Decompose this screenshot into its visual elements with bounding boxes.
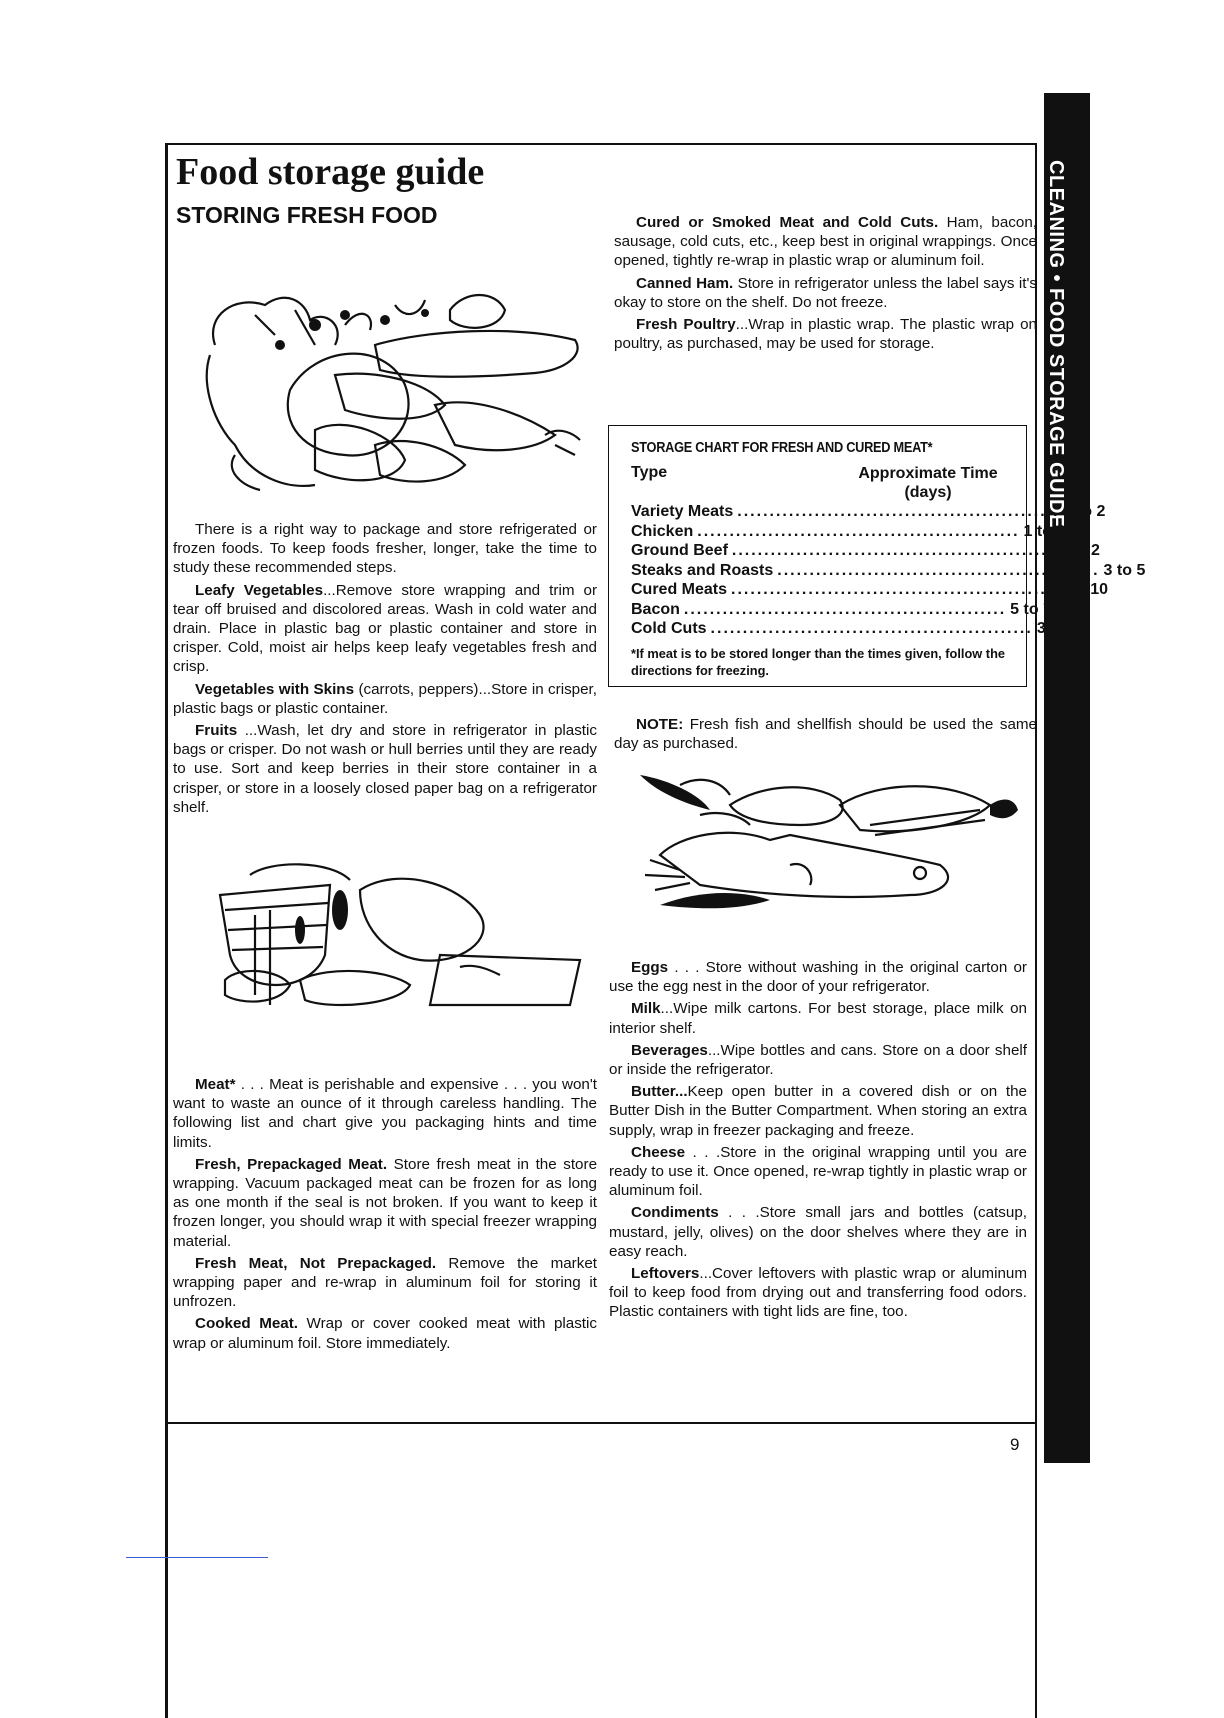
not-prepackaged-text: Remove the market wrapping paper and re-wrap in aluminum foil for storing it unfrozen.: [173, 1254, 597, 1311]
fruits-text: ...Wash, let dry and store in refrigerator in plastic bags or crisper. Do not wash or hull berries until they are ready to use. Sort and keep berries in their store container in a crisper, or store in a loosely closed paper bag on a refrigerator shelf.: [173, 722, 597, 816]
leafy-vegetables-label: Leafy Vegetables: [195, 581, 324, 599]
cooked-meat-label: Cooked Meat.: [195, 1315, 299, 1333]
not-prepackaged-paragraph: [173, 1254, 597, 1312]
fish-illustration: [640, 765, 1020, 915]
condiments-text: . . .Store small jars and bottles (catsup, mustard, jelly, olives) on the door shelves where they are in easy reach.: [609, 1204, 1027, 1260]
prepackaged-meat-text: Store fresh meat in the store wrapping. Vacuum packaged meat can be frozen for as long as one month if the seal is not broken. If you want to keep it frozen longer, you should wrap it with special freezer wrapping material.: [173, 1155, 598, 1250]
eggs-paragraph: [609, 958, 1027, 996]
storage-chart-row: [631, 619, 1079, 639]
chart-row-leader: ..................................................: [683, 600, 1007, 618]
prepackaged-meat-paragraph: [173, 1155, 597, 1251]
leafy-vegetables-paragraph: [173, 581, 597, 677]
canned-ham-label: Canned Ham.: [636, 274, 734, 292]
storage-chart-row: [631, 561, 1146, 581]
chart-row-type: Chicken: [631, 522, 694, 540]
storage-chart-rows: [631, 502, 1146, 639]
butter-label: Butter...: [631, 1083, 688, 1101]
left-column-top: [173, 520, 597, 820]
chart-row-leader: ..................................................: [731, 542, 1055, 559]
cheese-paragraph: [609, 1143, 1027, 1201]
meat-text: . . . Meat is perishable and expensive . . . you won't want to waste an ounce of it through careless handling. The following list and chart give you packaging hints and time limits.: [173, 1076, 597, 1151]
fruits-label: Fruits: [195, 722, 238, 740]
not-prepackaged-label: Fresh Meat, Not Prepackaged.: [195, 1254, 437, 1272]
leftovers-paragraph: [609, 1264, 1027, 1322]
note-label: NOTE:: [636, 716, 684, 733]
storage-chart-row: [631, 580, 1108, 600]
vegetables-skins-text: (carrots, peppers)...Store in crisper, plastic bags or plastic container.: [173, 680, 597, 717]
chart-row-leader: ..................................................: [731, 581, 1054, 598]
left-column-bottom: [173, 1075, 597, 1356]
chart-row-type: Cured Meats: [631, 581, 728, 598]
chart-row-type: Bacon: [631, 600, 680, 618]
fresh-poultry-label: Fresh Poultry: [636, 316, 736, 334]
cured-meat-paragraph: [614, 213, 1037, 271]
chart-time-header: Approximate Time (days): [858, 465, 998, 501]
chart-row-type: Cold Cuts: [631, 620, 707, 637]
storage-chart-row: [631, 541, 1100, 561]
prepackaged-meat-label: Fresh, Prepackaged Meat.: [195, 1155, 388, 1173]
milk-paragraph: [609, 999, 1027, 1037]
vegetables-skins-paragraph: [173, 680, 597, 718]
side-tab-label: CLEANING • FOOD STORAGE GUIDE: [1045, 160, 1067, 528]
leftovers-text: ...Cover leftovers with plastic wrap or aluminum foil to keep food from drying out and transferring food odors. Plastic containers with tight lids are fine, too.: [609, 1265, 1027, 1321]
canned-ham-paragraph: [614, 274, 1037, 312]
storage-chart-row: [631, 600, 1052, 620]
chart-row-time: 1 to 2: [1063, 503, 1106, 520]
beverages-label: Beverages: [631, 1041, 708, 1059]
chart-row-time: 1 to 2: [1023, 522, 1066, 540]
vegetables-illustration: [195, 285, 590, 500]
frame-bottom-rule: [165, 1422, 1037, 1424]
storage-chart-header: [631, 464, 1012, 502]
intro-paragraph: There is a right way to package and store refrigerated or frozen foods. To keep foods fresher, longer, take the time to study these recommended steps.: [173, 521, 597, 577]
chart-row-time: 3 to 5: [1103, 561, 1146, 579]
chart-row-leader: ..................................................: [697, 522, 1020, 540]
note-text: Fresh fish and shellfish should be used the same day as purchased.: [614, 716, 1037, 753]
chart-row-type: Ground Beef: [631, 542, 728, 559]
chart-row-time: 5 to 7: [1010, 600, 1052, 618]
meat-paragraph: [173, 1075, 597, 1152]
storage-chart-title: STORAGE CHART FOR FRESH AND CURED MEAT*: [631, 440, 933, 456]
chart-row-type: Steaks and Roasts: [631, 561, 774, 579]
butter-paragraph: [609, 1082, 1027, 1140]
eggs-text: . . . Store without washing in the original carton or use the egg nest in the door of your refrigerator.: [609, 959, 1027, 996]
chart-row-time: 1 to 2: [1058, 542, 1100, 559]
right-column-top: [614, 213, 1037, 356]
page-number: 9: [1010, 1435, 1020, 1454]
storage-chart-row: [631, 522, 1066, 542]
beverages-text: ...Wipe bottles and cans. Store on a door shelf or inside the refrigerator.: [609, 1041, 1027, 1079]
storage-chart: [608, 425, 1146, 687]
chart-row-leader: ..................................................: [777, 561, 1100, 579]
cheese-label: Cheese: [631, 1143, 686, 1161]
chart-row-leader: ..................................................: [710, 620, 1033, 637]
butter-text: Keep open butter in a covered dish or on the Butter Dish in the Butter Compartment. When storing an extra supply, wrap in freezer packaging and freeze.: [609, 1083, 1027, 1139]
chart-row-type: Variety Meats: [631, 503, 734, 520]
meat-illustration: [210, 855, 590, 1020]
storage-chart-row: [631, 502, 1106, 522]
chart-row-time: 7 to 10: [1057, 581, 1108, 598]
chart-row-leader: ..................................................: [737, 503, 1060, 520]
cooked-meat-paragraph: [173, 1314, 597, 1352]
note-paragraph: [614, 715, 1037, 756]
canned-ham-text: Store in refrigerator unless the label says it's okay to store on the shelf. Do not freeze.: [614, 274, 1037, 311]
milk-label: Milk: [631, 1000, 661, 1018]
storage-chart-note: *If meat is to be stored longer than the times given, follow the directions for freezing.: [631, 645, 1006, 678]
cheese-text: . . .Store in the original wrapping until you are ready to use it. Once opened, re-wrap tightly in plastic wrap or aluminum foil.: [609, 1143, 1027, 1200]
fruits-paragraph: [173, 721, 597, 817]
footer-link-underline: [126, 1557, 268, 1558]
cooked-meat-text: Wrap or cover cooked meat with plastic wrap or aluminum foil. Store immediately.: [173, 1315, 597, 1352]
leftovers-label: Leftovers: [631, 1265, 700, 1283]
cured-meat-text: Ham, bacon, sausage, cold cuts, etc., keep best in original wrappings. Once opened, tightly re-wrap in plastic wrap or aluminum foil.: [614, 214, 1037, 270]
section-subtitle: STORING FRESH FOOD: [176, 202, 438, 228]
chart-row-time: 3 to 5: [1036, 620, 1079, 637]
fresh-poultry-text: ...Wrap in plastic wrap. The plastic wrap on poultry, as purchased, may be used for storage.: [614, 316, 1037, 353]
right-column-bottom: [609, 958, 1027, 1325]
meat-label: Meat*: [195, 1076, 236, 1093]
vegetables-skins-label: Vegetables with Skins: [195, 680, 355, 698]
condiments-label: Condiments: [631, 1204, 719, 1222]
chart-type-header: Type: [631, 464, 668, 481]
fresh-poultry-paragraph: [614, 315, 1037, 353]
leafy-vegetables-text: ...Remove store wrapping and trim or tear off bruised and discolored areas. Wash in cold water and drain. Place in plastic bag or plastic container and store in crisper. Cold, moist air helps keep leafy vegetables fresh and crisp.: [173, 581, 598, 676]
cured-meat-label: Cured or Smoked Meat and Cold Cuts.: [636, 214, 939, 231]
beverages-paragraph: [609, 1041, 1027, 1079]
milk-text: ...Wipe milk cartons. For best storage, place milk on interior shelf.: [609, 1000, 1027, 1037]
page-title: Food storage guide: [176, 151, 485, 193]
condiments-paragraph: [609, 1203, 1027, 1261]
eggs-label: Eggs: [631, 959, 669, 976]
